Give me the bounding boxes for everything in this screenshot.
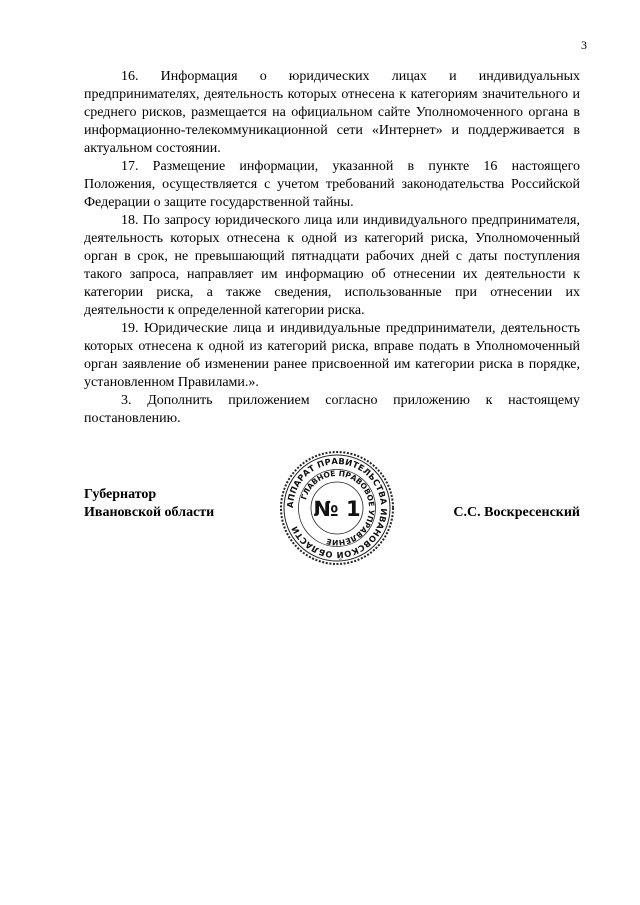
signer-title-line1: Губернатор (84, 487, 157, 502)
signer-title-line2: Ивановской области (84, 505, 215, 520)
paragraph-item-3: 3. Дополнить приложением согласно приложению к настоящему постановлению. (84, 393, 580, 426)
document-body (84, 68, 580, 428)
paragraph-18: 18. По запросу юридического лица или индивидуального предпринимателя, деятельность которых отнесена к одной из категорий риска, Уполномоченный орган в срок, не превышающий пятнадцати рабочих дней с даты поступления такого запроса, направляет им информацию об отнесении их деятельности к категории риска, а также сведения, использованные при отнесении их деятельности к определенной категории риска. (84, 213, 580, 318)
signer-name: С.С. Воскресенский (453, 505, 580, 520)
official-seal (279, 450, 395, 566)
seal-inner-text: ГЛАВНОЕ ПРАВОВОЕ УПРАВЛЕНИЕ (299, 468, 377, 548)
paragraph-17: 17. Размещение информации, указанной в пункте 16 настоящего Положения, осуществляется с учетом требований законодательства Российской Федерации о защите государственной тайны. (84, 159, 580, 210)
paragraph-19: 19. Юридические лица и индивидуальные предприниматели, деятельность которых отнесена к одной из категорий риска, вправе подать в Уполномоченный орган заявление об изменении ранее присвоенной им категории риска в порядке, установленном Правилами.». (84, 321, 580, 390)
seal-center-text: № 1 (313, 497, 361, 521)
seal-outer-text: АППАРАТ ПРАВИТЕЛЬСТВА ИВАНОВСКОЙ ОБЛАСТИ (284, 455, 390, 561)
signer-title (84, 486, 214, 522)
page-number: 3 (581, 38, 587, 52)
paragraph-16: 16. Информация о юридических лицах и индивидуальных предпринимателях, деятельность которых отнесена к категориям значительного и среднего рисков, размещается на официальном сайте Уполномоченного органа в информационно-телекоммуникационной сети «Интернет» и поддерживается в актуальном состоянии. (84, 69, 580, 156)
